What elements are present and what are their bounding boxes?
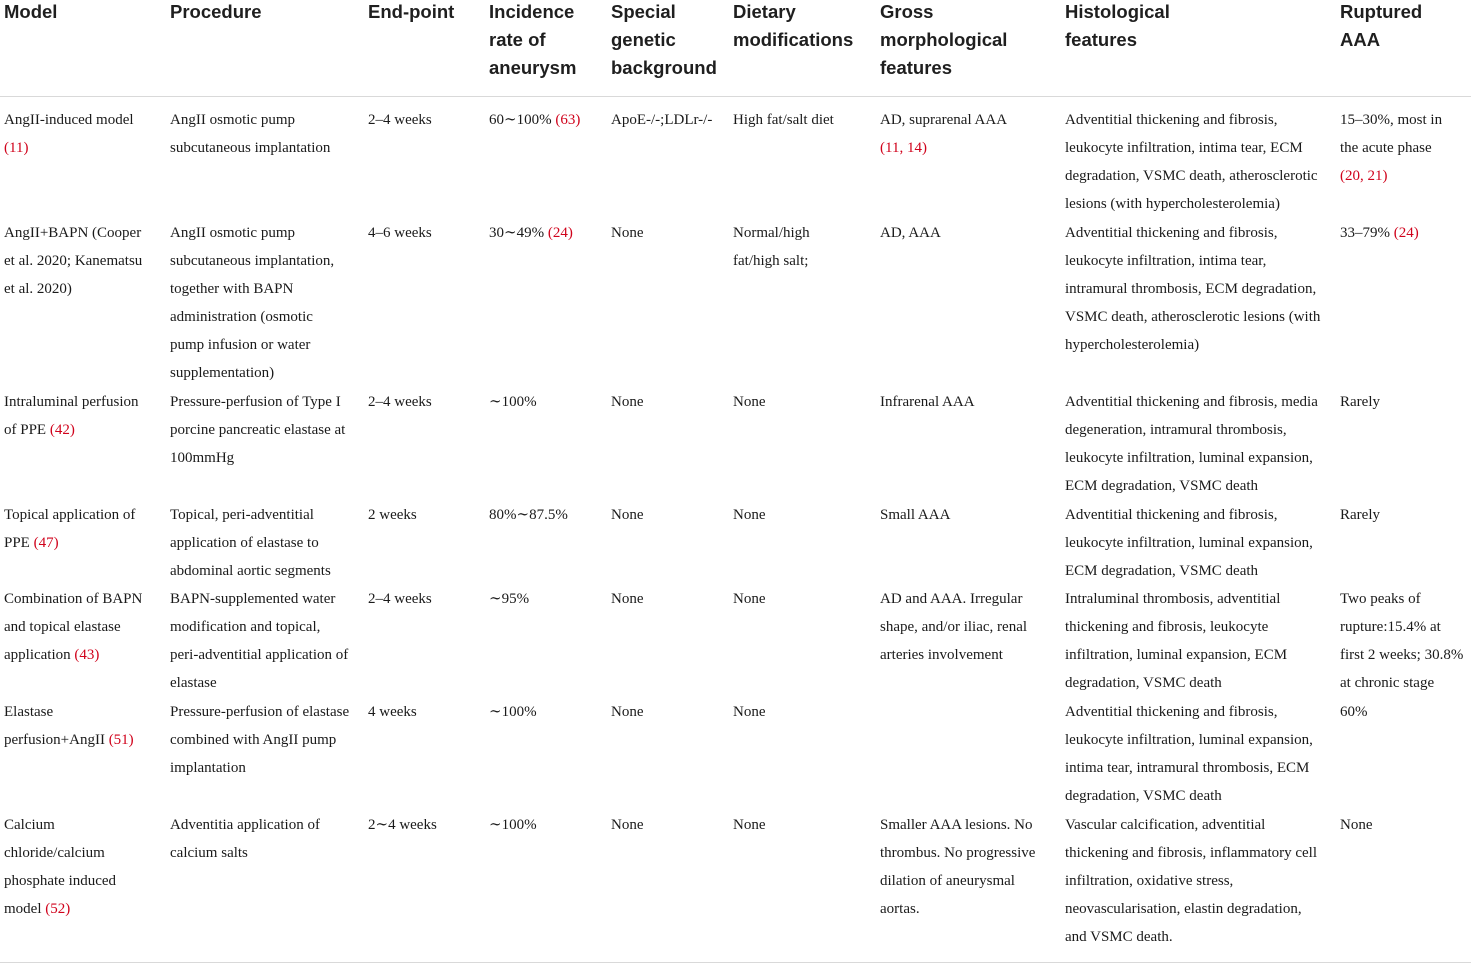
- reference-link[interactable]: (20, 21): [1340, 168, 1388, 184]
- cell-ruptured: Rarely: [1340, 394, 1380, 410]
- cell-model: AngII-induced model (11): [4, 112, 134, 156]
- header-genetic-background: Special genetic background: [611, 1, 717, 78]
- cell-histological: Adventitial thickening and fibrosis, leukocyte infiltration, intima tear, ECM degradation, VSMC death, atherosclerotic lesions (with hypercholesterolemia): [1065, 112, 1318, 212]
- cell-genetic: None: [611, 704, 644, 720]
- cell-dietary: None: [733, 704, 766, 720]
- cell-gross: Small AAA: [880, 507, 951, 523]
- cell-histological: Adventitial thickening and fibrosis, leukocyte infiltration, intima tear, intramural thrombosis, ECM degradation, VSMC death, atherosclerotic lesions (with hypercholesterolemia): [1065, 225, 1321, 353]
- cell-histological: Vascular calcification, adventitial thickening and fibrosis, inflammatory cell infiltration, oxidative stress, neovascularisation, elastin degradation, and VSMC death.: [1065, 817, 1318, 945]
- cell-histological: Adventitial thickening and fibrosis, media degeneration, intramural thrombosis, leukocyte infiltration, luminal expansion, ECM degradation, VSMC death: [1065, 394, 1318, 494]
- table-bottom-rule: [0, 962, 1471, 963]
- cell-incidence: ∼100%: [489, 817, 537, 833]
- cell-model: Combination of BAPN and topical elastase application (43): [4, 591, 143, 663]
- header-dietary: Dietary modifications: [733, 1, 854, 50]
- cell-ruptured: 33–79% (24): [1340, 225, 1419, 241]
- reference-link[interactable]: (63): [555, 112, 581, 128]
- cell-dietary: None: [733, 507, 766, 523]
- cell-gross: Infrarenal AAA: [880, 394, 975, 410]
- cell-histological: Intraluminal thrombosis, adventitial thickening and fibrosis, leukocyte infiltration, luminal expansion, ECM degradation, VSMC death: [1065, 591, 1288, 691]
- header-gross-features: Gross morphological features: [880, 1, 1008, 78]
- cell-gross: AD, AAA: [880, 225, 941, 241]
- cell-incidence: 30∼49% (24): [489, 225, 573, 241]
- reference-link[interactable]: (42): [49, 422, 75, 438]
- reference-link[interactable]: (47): [33, 535, 59, 551]
- cell-incidence: 80%∼87.5%: [489, 507, 568, 523]
- cell-endpoint: 2 weeks: [368, 507, 417, 523]
- header-procedure: Procedure: [170, 1, 262, 22]
- cell-incidence: ∼100%: [489, 704, 537, 720]
- cell-dietary: High fat/salt diet: [733, 112, 834, 128]
- reference-link[interactable]: (24): [1393, 225, 1419, 241]
- cell-dietary: Normal/high fat/high salt;: [733, 225, 810, 269]
- cell-ruptured: Rarely: [1340, 507, 1380, 523]
- reference-link[interactable]: (51): [108, 732, 134, 748]
- cell-procedure: Adventitia application of calcium salts: [170, 817, 320, 861]
- cell-genetic: ApoE-/-;LDLr-/-: [611, 112, 713, 128]
- cell-procedure: AngII osmotic pump subcutaneous implantation: [170, 112, 331, 156]
- cell-procedure: AngII osmotic pump subcutaneous implantation, together with BAPN administration (osmotic pump infusion or water supplementation): [170, 225, 335, 381]
- cell-histological: Adventitial thickening and fibrosis, leukocyte infiltration, luminal expansion, intima tear, intramural thrombosis, ECM degradation, VSMC death: [1065, 704, 1313, 804]
- reference-link[interactable]: (11): [4, 140, 29, 156]
- cell-genetic: None: [611, 507, 644, 523]
- cell-ruptured: None: [1340, 817, 1373, 833]
- header-model: Model: [4, 1, 58, 22]
- cell-endpoint: 2–4 weeks: [368, 394, 432, 410]
- cell-ruptured: 60%: [1340, 704, 1368, 720]
- cell-endpoint: 2–4 weeks: [368, 591, 432, 607]
- cell-genetic: None: [611, 591, 644, 607]
- header-histological-features: Histological features: [1065, 1, 1170, 50]
- cell-ruptured: 15–30%, most in the acute phase (20, 21): [1340, 112, 1443, 184]
- cell-endpoint: 4 weeks: [368, 704, 417, 720]
- cell-genetic: None: [611, 817, 644, 833]
- cell-model: Calcium chloride/calcium phosphate induced model (52): [4, 817, 117, 917]
- cell-gross: AD, suprarenal AAA (11, 14): [880, 112, 1008, 156]
- table-header: [0, 0, 1471, 97]
- reference-link[interactable]: (43): [74, 647, 100, 663]
- cell-procedure: Pressure-perfusion of elastase combined with AngII pump implantation: [170, 704, 350, 776]
- reference-link[interactable]: (24): [547, 225, 573, 241]
- cell-dietary: None: [733, 591, 766, 607]
- cell-endpoint: 2–4 weeks: [368, 112, 432, 128]
- cell-endpoint: 2∼4 weeks: [368, 817, 437, 833]
- cell-procedure: Topical, peri-adventitial application of elastase to abdominal aortic segments: [170, 507, 331, 579]
- cell-model: Elastase perfusion+AngII (51): [4, 704, 134, 748]
- cell-dietary: None: [733, 394, 766, 410]
- header-ruptured-aaa: Ruptured AAA: [1340, 1, 1423, 50]
- cell-incidence: 60∼100% (63): [489, 112, 581, 128]
- cell-model: Topical application of PPE (47): [4, 507, 136, 551]
- reference-link[interactable]: (52): [45, 901, 71, 917]
- cell-genetic: None: [611, 225, 644, 241]
- cell-model: AngII+BAPN (Cooper et al. 2020; Kanematsu et al. 2020): [4, 225, 143, 297]
- cell-gross: AD and AAA. Irregular shape, and/or iliac, renal arteries involvement: [880, 591, 1028, 663]
- cell-gross: Smaller AAA lesions. No thrombus. No progressive dilation of aneurysmal aortas.: [880, 817, 1036, 917]
- cell-model: Intraluminal perfusion of PPE (42): [4, 394, 139, 438]
- header-incidence: Incidence rate of aneurysm: [489, 1, 577, 78]
- cell-procedure: Pressure-perfusion of Type I porcine pancreatic elastase at 100mmHg: [170, 394, 346, 466]
- cell-endpoint: 4–6 weeks: [368, 225, 432, 241]
- cell-histological: Adventitial thickening and fibrosis, leukocyte infiltration, luminal expansion, ECM degradation, VSMC death: [1065, 507, 1313, 579]
- header-endpoint: End-point: [368, 1, 455, 22]
- cell-procedure: BAPN-supplemented water modification and topical, peri-adventitial application of elastase: [170, 591, 349, 691]
- reference-link[interactable]: (11, 14): [880, 140, 927, 156]
- cell-incidence: ∼100%: [489, 394, 537, 410]
- cell-genetic: None: [611, 394, 644, 410]
- cell-dietary: None: [733, 817, 766, 833]
- cell-ruptured: Two peaks of rupture:15.4% at first 2 weeks; 30.8% at chronic stage: [1340, 591, 1464, 691]
- cell-incidence: ∼95%: [489, 591, 530, 607]
